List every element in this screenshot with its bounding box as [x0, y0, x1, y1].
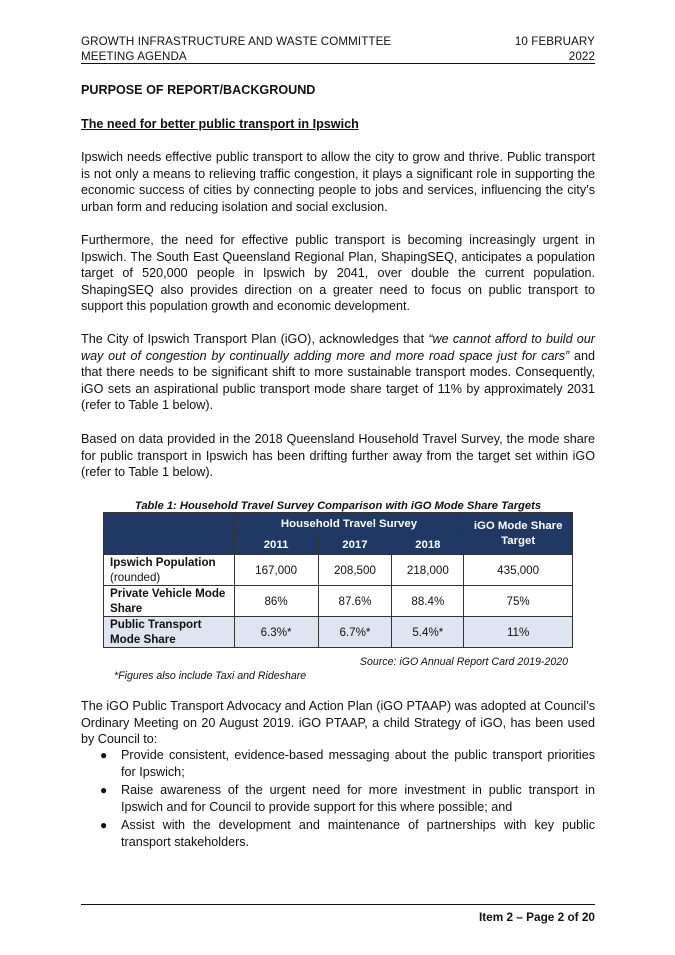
section-heading: PURPOSE OF REPORT/BACKGROUND: [81, 83, 316, 97]
row-label: [104, 555, 235, 586]
meeting-agenda-label: MEETING AGENDA: [81, 50, 187, 63]
paragraph-4: Based on data provided in the 2018 Queensland Household Travel Survey, the mode share for public transport in Ipswich has been drifting further away from the target set within iGO (refer to Table 1 below).: [81, 432, 595, 479]
paragraph-3: [81, 331, 595, 414]
table-cell: 167,000: [234, 555, 318, 586]
paragraph-3-start: The City of Ipswich Transport Plan (iGO), acknowledges that: [81, 332, 429, 346]
header-date-day: 10 FEBRUARY: [514, 35, 595, 48]
table-row: [104, 555, 573, 586]
table-cell: 435,000: [464, 555, 573, 586]
table-row: [104, 617, 573, 648]
bullet-icon: ●: [100, 818, 108, 832]
list-item-text: Provide consistent, evidence-based messaging about the public transport priorities for Ipswich;: [121, 748, 595, 779]
paragraph-3-end: and that there needs to be significant shift to more sustainable transport modes. Consequently, iGO sets an aspirational public transport mode share target of 11% by approximately 2031 (refer to Table 1 below).: [81, 348, 596, 412]
table-footnote: *Figures also include Taxi and Rideshare: [114, 670, 307, 682]
year-header: 2011: [234, 536, 318, 555]
table-cell: 88.4%: [392, 586, 464, 617]
list-item-text: Assist with the development and maintenance of partnerships with key public transport stakeholders.: [121, 818, 595, 849]
row-label-title: Ipswich Population: [110, 556, 216, 569]
page-footer: Item 2 – Page 2 of 20: [478, 910, 595, 924]
list-item-text: Raise awareness of the urgent need for more investment in public transport in Ipswich and for Council to provide support for this where possible; and: [121, 783, 595, 814]
footer-divider: [81, 904, 595, 905]
table-cell: 208,500: [318, 555, 392, 586]
table-cell: 11%: [464, 617, 573, 648]
paragraph-3-quote: “we cannot afford to build our way out of congestion by continually adding more and more road space just for cars”: [81, 332, 596, 363]
table-source: Source: iGO Annual Report Card 2019-2020: [359, 656, 568, 668]
header-left: [81, 34, 391, 64]
row-label-note: (rounded): [110, 571, 161, 584]
row-label-title: Public Transport Mode Share: [110, 618, 202, 646]
table-cell: 6.3%*: [234, 617, 318, 648]
table-cell: 87.6%: [318, 586, 392, 617]
bullet-icon: ●: [100, 748, 108, 762]
year-header: 2017: [318, 536, 392, 555]
row-label: [104, 586, 235, 617]
paragraph-2: Furthermore, the need for effective public transport is becoming increasingly urgent in Ipswich. The South East Queensland Regional Plan, ShapingSEQ, anticipates a population target of 520,000 people in Ipswich by 2041, over double the current population. ShapingSEQ also provides direction on a greater need to focus on public transport to support this population growth and economic development.: [81, 233, 595, 313]
paragraph-1: Ipswich needs effective public transport to allow the city to grow and thrive. Public transport is not only a means to relieving traffic congestion, it plays a significant role in supporting the economic success of cities by connecting people to jobs and services, influencing the city’s urban form and reducing isolation and social exclusion.: [81, 150, 595, 214]
bullet-icon: ●: [100, 783, 108, 797]
bullet-list: [81, 747, 595, 852]
table-caption: Table 1: Household Travel Survey Comparison with iGO Mode Share Targets: [134, 500, 542, 512]
header-date: [515, 34, 595, 64]
table-cell: 75%: [464, 586, 573, 617]
committee-name: GROWTH INFRASTRUCTURE AND WASTE COMMITTEE: [81, 35, 392, 48]
table-cell: 6.7%*: [318, 617, 392, 648]
list-item: [81, 782, 595, 815]
year-header: 2018: [392, 536, 464, 555]
list-item: [81, 747, 595, 780]
table-header-row: [104, 513, 573, 536]
table-corner-cell: [104, 513, 235, 555]
table-cell: 5.4%*: [392, 617, 464, 648]
row-label-title: Private Vehicle Mode Share: [110, 587, 226, 615]
header-divider: [81, 63, 595, 64]
travel-survey-table: [103, 512, 573, 648]
table-row: [104, 586, 573, 617]
table-cell: 218,000: [392, 555, 464, 586]
row-label: [104, 617, 235, 648]
subheading: The need for better public transport in Ipswich: [81, 117, 359, 131]
header-date-year: 2022: [568, 50, 595, 63]
survey-group-header: Household Travel Survey: [234, 513, 464, 536]
target-header: iGO Mode Share Target: [464, 513, 573, 555]
paragraph-5: The iGO Public Transport Advocacy and Action Plan (iGO PTAAP) was adopted at Council’s Ordinary Meeting on 20 August 2019. iGO PTAAP, a child Strategy of iGO, has been used by Council to:: [81, 699, 595, 746]
table-cell: 86%: [234, 586, 318, 617]
list-item: [81, 817, 595, 850]
